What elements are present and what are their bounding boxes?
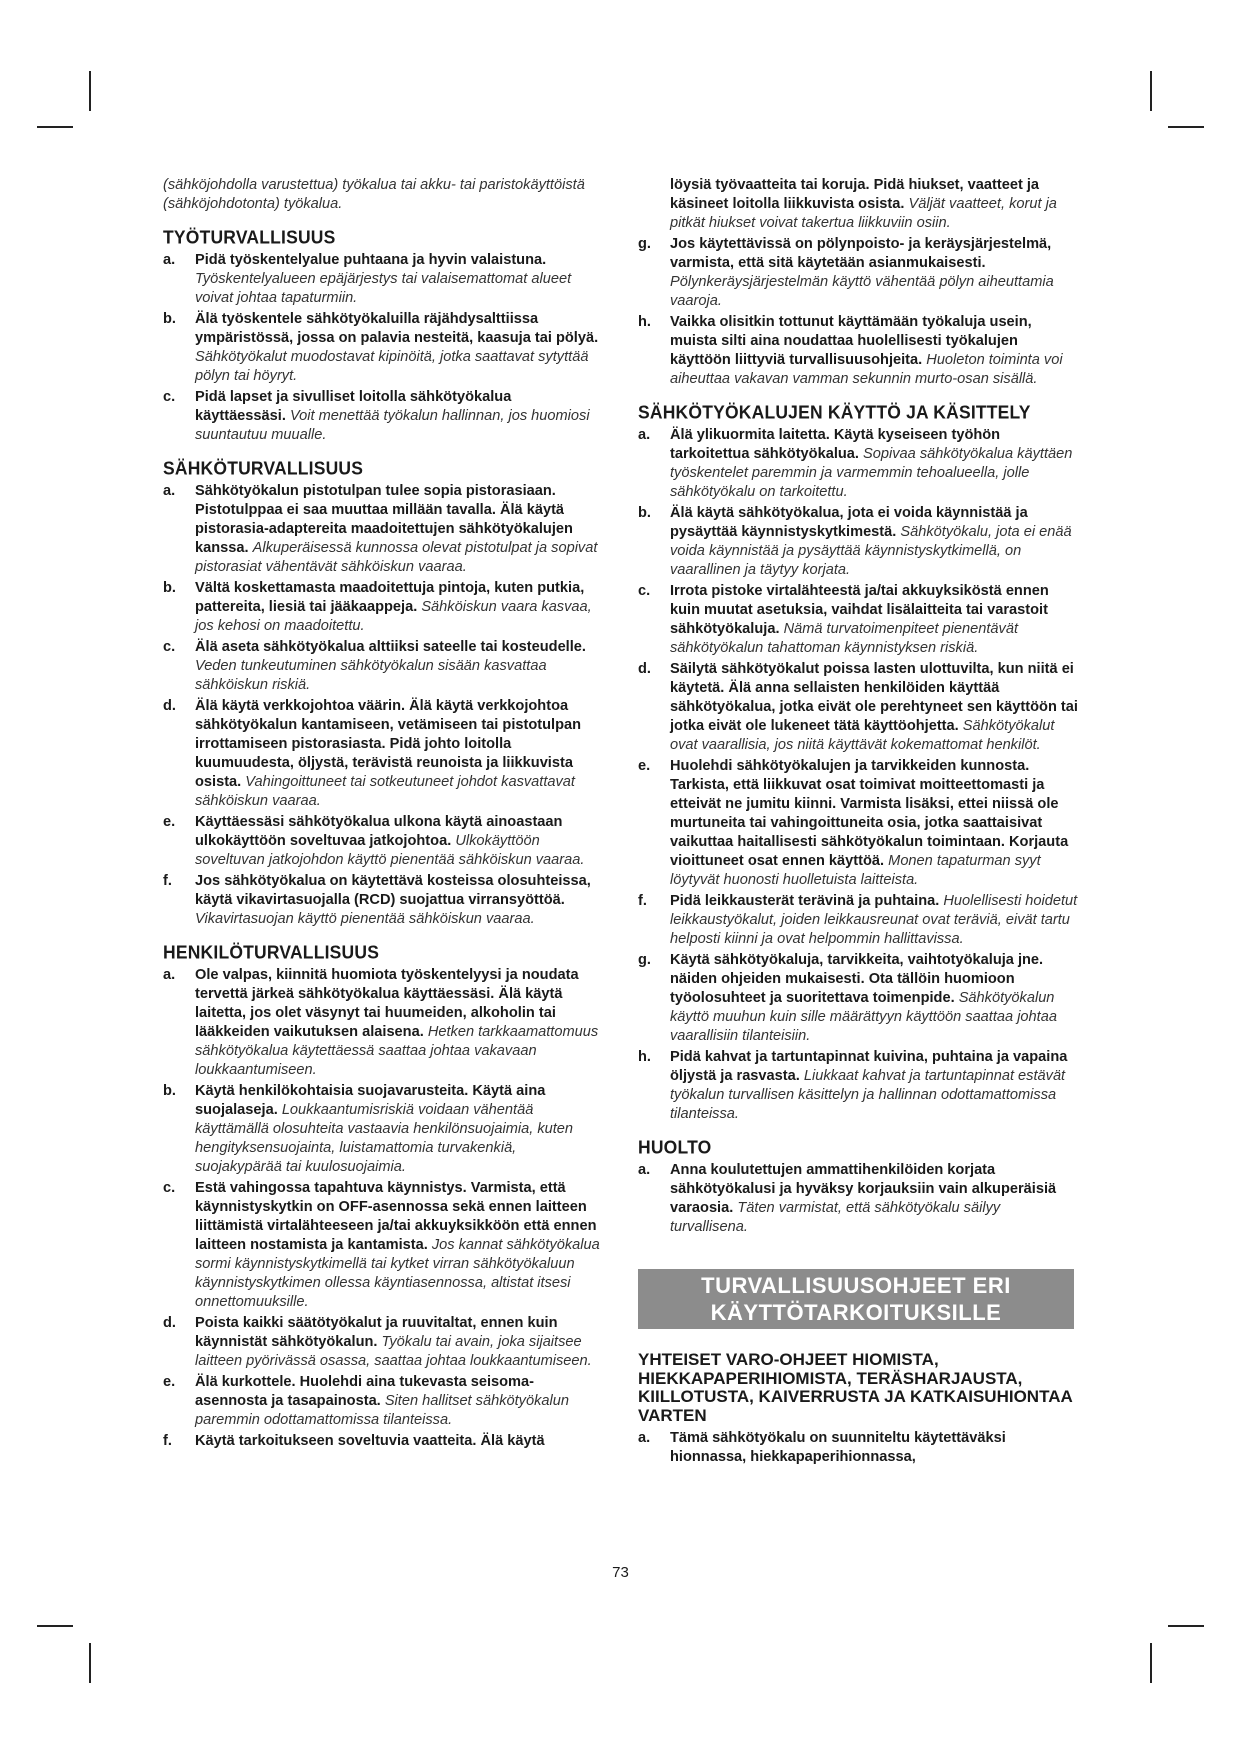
right-column	[638, 176, 1080, 1469]
list-item: h. Vaikka olisitkin tottunut käyttämään työkaluja usein, muista silti aina noudattaa huolellisesti työkalujen käyttöön liittyviä turvallisuusohjeita. Huoleton toiminta voi aiheuttaa vakavan vamman sekunnin murto-osan sisällä.	[638, 314, 1063, 387]
list-item: d. Säilytä sähkötyökalut poissa lasten ulottuvilta, kun niitä ei käytetä. Älä anna sellaisten henkilöiden käyttää sähkötyökalua, jotka eivät ole perehtyneet sen käyttöön tai jotka eivät ole lukeneet tätä käyttöohjetta. Sähkötyökalut ovat vaarallisia, jos niitä käyttävät kokemattomat henkilöt.	[638, 661, 1078, 753]
list-item: a. Pidä työskentelyalue puhtaana ja hyvin valaistuna. Työskentelyalueen epäjärjestys tai valaisemattomat alueet voivat johtaa tapaturmiin.	[163, 252, 572, 306]
list-item: d. Poista kaikki säätötyökalut ja ruuvitaltat, ennen kuin käynnistät sähkötyökalun. Työkalu tai avain, joka sijaitsee laitteen pyörivässä osassa, saattaa johtaa loukkaantumiseen.	[163, 1315, 592, 1369]
crop-mark	[37, 1625, 73, 1627]
list-item: f. Käytä tarkoitukseen soveltuvia vaatteita. Älä käytä	[163, 1433, 545, 1449]
section-heading: TYÖTURVALLISUUS	[163, 226, 336, 248]
crop-mark	[37, 126, 73, 128]
left-column	[163, 176, 605, 1453]
list-item: c. Estä vahingossa tapahtuva käynnistys. Varmista, että käynnistyskytkin on OFF-asennossa sekä ennen laitteen liittämistä virtalähteeseen ja/tai akkuyksikköön että ennen laitteen nostamista ja kantamista. Jos kannat sähkötyökalua sormi käynnistyskytkimellä tai kytket virran sähkötyökaluun käynnistyskytkimen ollessa käyntiasennossa, altistat itsesi onnettomuuksille.	[163, 1180, 600, 1310]
section-heading: SÄHKÖTURVALLISUUS	[163, 457, 364, 479]
subsection-heading: YHTEISET VARO-OHJEET HIOMISTA, HIEKKAPAPERIHIOMISTA, TERÄSHARJAUSTA, KIILLOTUSTA, KAIVERRUSTA JA KATKAISUHIONTAA VARTEN	[638, 1350, 1073, 1425]
list-item: a. Ole valpas, kiinnitä huomiota työskentelyysi ja noudata tervettä järkeä sähkötyökalua käyttäessäsi. Älä käytä laitetta, jos olet väsynyt tai huumeiden, alkoholin tai lääkkeiden vaikutuksen alaisena. Hetken tarkkaamattomuus sähkötyökalua käytettäessä saattaa johtaa vakavaan loukkaantumiseen.	[163, 967, 599, 1078]
section-electrical-safety	[163, 459, 605, 929]
list-item: a. Anna koulutettujen ammattihenkilöiden korjata sähkötyökalusi ja hyväksy korjauksiin vain alkuperäisiä varaosia. Täten varmistat, että sähkötyökalu säilyy turvallisena.	[638, 1162, 1057, 1235]
list-item-continuation: löysiä työvaatteita tai koruja. Pidä hiukset, vaatteet ja käsineet loitolla liikkuvista osista. Väljät vaatteet, korut ja pitkät hiukset voivat takertua liikkuviin osiin.	[670, 177, 1057, 231]
section-heading: HENKILÖTURVALLISUUS	[163, 941, 380, 963]
section-heading: HUOLTO	[638, 1136, 712, 1158]
list-item: a. Älä ylikuormita laitetta. Käytä kyseiseen työhön tarkoitettua sähkötyökalua. Sopivaa sähkötyökalua käyttäen työskentelet paremmin ja varmemmin tehoalueella, jolle sähkötyökalu on tarkoitettu.	[638, 427, 1073, 500]
section-service	[638, 1138, 1080, 1237]
list-item: e. Älä kurkottele. Huolehdi aina tukevasta seisoma-asennosta ja tasapainosta. Siten hallitset sähkötyökalun paremmin odottamattomissa tilanteissa.	[163, 1374, 569, 1428]
section-personal-safety	[163, 943, 605, 1451]
crop-mark	[89, 1643, 91, 1683]
crop-mark	[1150, 71, 1152, 111]
intro-text: (sähköjohdolla varustettua) työkalua tai akku- tai paristokäyttöistä (sähköjohdotonta) työkalua.	[163, 177, 585, 212]
list-item: a. Tämä sähkötyökalu on suunniteltu käytettäväksi hionnassa, hiekkapaperihionnassa,	[638, 1430, 1006, 1465]
section-heading: SÄHKÖTYÖKALUJEN KÄYTTÖ JA KÄSITTELY	[638, 401, 1031, 423]
crop-mark	[1168, 1625, 1204, 1627]
section-banner	[638, 1269, 1074, 1329]
list-item: b. Älä työskentele sähkötyökaluilla räjähdysalttiissa ympäristössä, jossa on palavia nesteitä, kaasuja tai pölyä. Sähkötyökalut muodostavat kipinöitä, jotka saattavat sytyttää pölyn tai höyryt.	[163, 311, 599, 384]
section-work-safety	[163, 228, 605, 445]
list-item: f. Pidä leikkausterät terävinä ja puhtaina. Huolellisesti hoidetut leikkaustyökalut, joiden leikkausreunat ovat teräviä, eivät tartu helposti kiinni ja ovat helpommin hallittavissa.	[638, 893, 1078, 947]
list-item: c. Irrota pistoke virtalähteestä ja/tai akkuyksiköstä ennen kuin muutat asetuksia, vaihdat lisälaitteita tai varastoit sähkötyökaluja. Nämä turvatoimenpiteet pienentävät sähkötyökalun tahattoman käynnistyksen riskiä.	[638, 583, 1049, 656]
list-item: h. Pidä kahvat ja tartuntapinnat kuivina, puhtaina ja vapaina öljystä ja rasvasta. Liukkaat kahvat ja tartuntapinnat estävät työkalun turvallisen käsittelyn ja hallinnan odottamattomissa tilanteissa.	[638, 1049, 1068, 1122]
crop-mark	[1150, 1643, 1152, 1683]
banner-line-2: KÄYTTÖTARKOITUKSILLE	[710, 1300, 1002, 1325]
crop-mark	[89, 71, 91, 111]
list-item: b. Älä käytä sähkötyökalua, jota ei voida käynnistää ja pysäyttää käynnistyskytkimestä. Sähkötyökalu, jota ei enää voida käynnistää ja pysäyttää käynnistyskytkimellä, on vaarallinen ja täytyy korjata.	[638, 505, 1072, 578]
page-number: 73	[612, 1564, 629, 1581]
list-item: a. Sähkötyökalun pistotulpan tulee sopia pistorasiaan. Pistotulppaa ei saa muuttaa millään tavalla. Älä käytä pistorasia-adaptereita maadoitettujen sähkötyökalujen kanssa. Alkuperäisessä kunnossa olevat pistotulpat ja sopivat pistorasiat vähentävät sähköiskun vaaraa.	[163, 483, 598, 575]
crop-mark	[1168, 126, 1204, 128]
list-item: c. Pidä lapset ja sivulliset loitolla sähkötyökalua käyttäessäsi. Voit menettää työkalun hallinnan, jos huomiosi suuntautuu muualle.	[163, 389, 590, 443]
list-item: g. Käytä sähkötyökaluja, tarvikkeita, vaihtotyökaluja jne. näiden ohjeiden mukaisesti. Ota tällöin huomioon työolosuhteet ja suoritettava toimenpide. Sähkötyökalun käyttö muuhun kuin sille määrättyyn käyttöön saattaa johtaa vaarallisiin tilanteisiin.	[638, 952, 1057, 1044]
list-item: g. Jos käytettävissä on pölynpoisto- ja keräysjärjestelmä, varmista, että sitä käytetään asianmukaisesti. Pölynkeräysjärjestelmän käyttö vähentää pölyn aiheuttamia vaaroja.	[638, 236, 1054, 309]
banner-line-1: TURVALLISUUSOHJEET ERI	[701, 1273, 1011, 1298]
list-item: e. Käyttäessäsi sähkötyökalua ulkona käytä ainoastaan ulkokäyttöön soveltuvaa jatkojohtoa. Ulkokäyttöön soveltuvan jatkojohdon käyttö pienentää sähköiskun vaaraa.	[163, 814, 585, 868]
list-item: f. Jos sähkötyökalua on käytettävä kosteissa olosuhteissa, käytä vikavirtasuojalla (RCD) suojattua virransyöttöä. Vikavirtasuojan käyttö pienentää sähköiskun vaaraa.	[163, 873, 591, 927]
list-item: d. Älä käytä verkkojohtoa väärin. Älä käytä verkkojohtoa sähkötyökalun kantamiseen, vetämiseen tai pistotulpan irrottamiseen pistorasiasta. Pidä johto loitolla kuumuudesta, öljystä, terävistä reunoista ja liikkuvista osista. Vahingoittuneet tai sotkeutuneet johdot kasvattavat sähköiskun vaaraa.	[163, 698, 582, 809]
list-item: b. Käytä henkilökohtaisia suojavarusteita. Käytä aina suojalaseja. Loukkaantumisriskiä voidaan vähentää käyttämällä olosuhteita vastaavia henkilönsuojaimia, kuten hengityksensuojainta, luistamattomia turvakenkiä, suojakypärää tai kuulosuojaimia.	[163, 1083, 574, 1175]
list-item: e. Huolehdi sähkötyökalujen ja tarvikkeiden kunnosta. Tarkista, että liikkuvat osat toimivat moitteettomasti ja etteivät ne jumitu kiinni. Varmista lisäksi, ettei niissä ole murtuneita tai vahingoittuneita osia, jotka saattaisivat vaikuttaa haitallisesti sähkötyökalun toimintaan. Korjauta vioittuneet osat ennen käyttöä. Monen tapaturman syyt löytyvät huonosti huolletuista laitteista.	[638, 758, 1069, 888]
list-item: b. Vältä koskettamasta maadoitettuja pintoja, kuten putkia, pattereita, liesiä tai jääkaappeja. Sähköiskun vaara kasvaa, jos kehosi on maadoitettu.	[163, 580, 592, 634]
list-item: c. Älä aseta sähkötyökalua alttiiksi sateelle tai kosteudelle. Veden tunkeutuminen sähkötyökalun sisään kasvattaa sähköiskun riskiä.	[163, 639, 586, 693]
section-tool-use	[638, 403, 1080, 1124]
